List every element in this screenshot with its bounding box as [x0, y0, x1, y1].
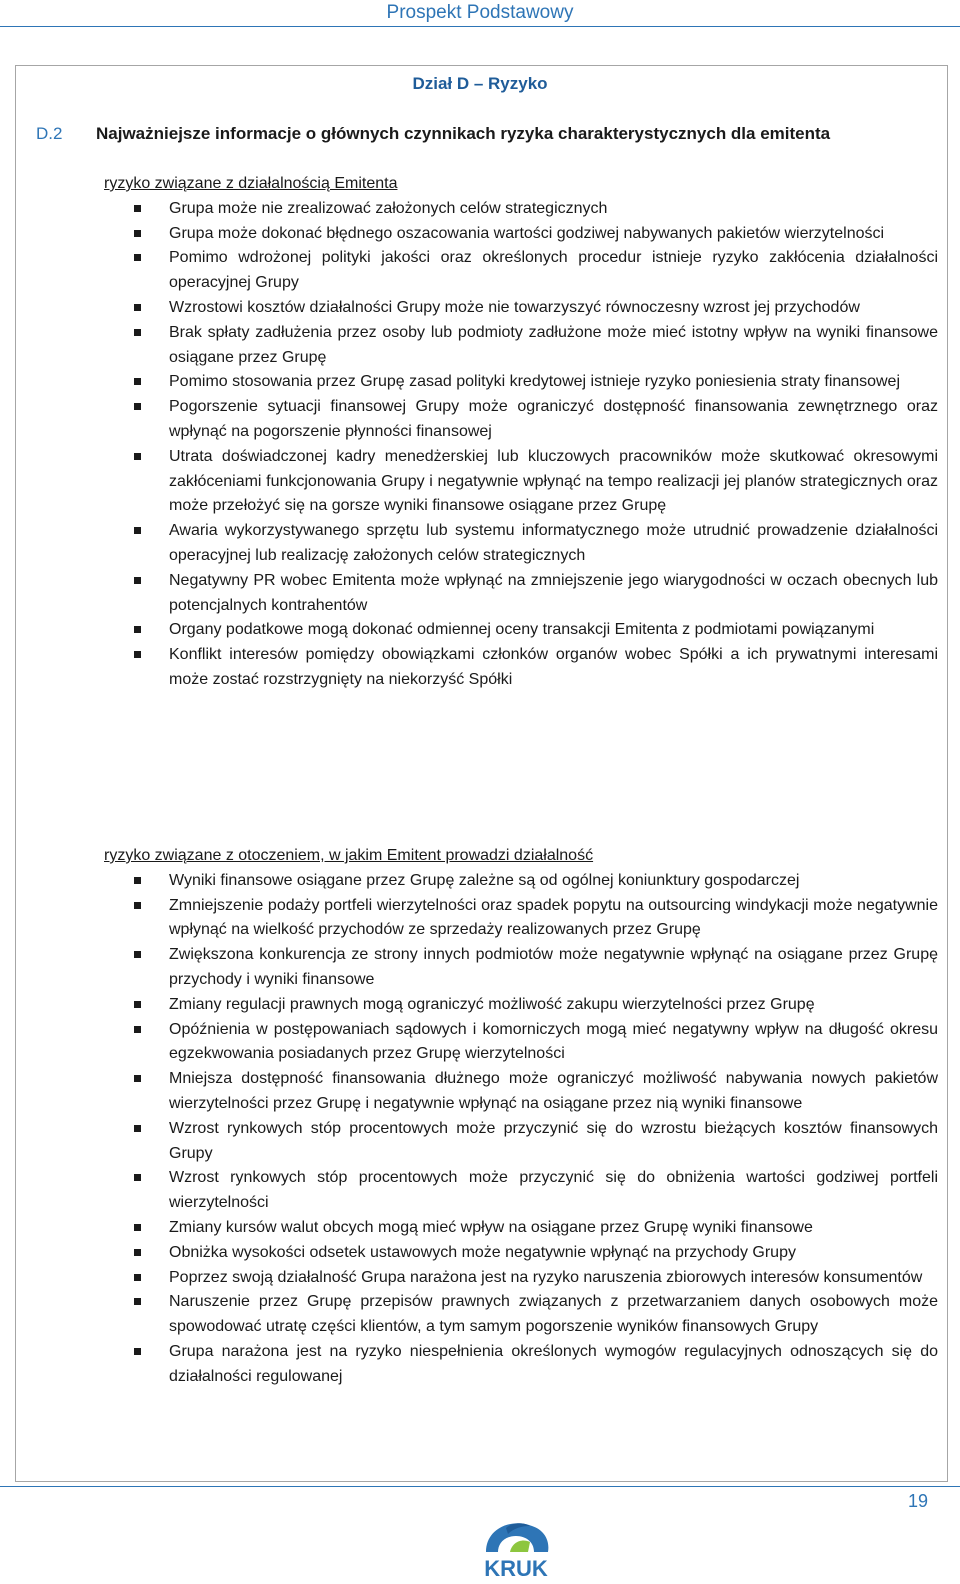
list-item: Wzrost rynkowych stóp procentowych może przyczynić się do obniżenia wartości godziwej portfeli wierzytelności — [104, 1166, 938, 1216]
list-item: Naruszenie przez Grupę przepisów prawnych związanych z przetwarzaniem danych osobowych może spowodować utratę części klientów, a tym samym pogorszenie wyników finansowych Grupy — [104, 1290, 938, 1340]
list-item: Wzrostowi kosztów działalności Grupy może nie towarzyszyć równoczesny wzrost jej przychodów — [104, 296, 938, 321]
list-item: Wzrost rynkowych stóp procentowych może przyczynić się do wzrostu bieżących kosztów finansowych Grupy — [104, 1117, 938, 1167]
list-item: Pogorszenie sytuacji finansowej Grupy może ograniczyć dostępność finansowania zewnętrznego oraz wpłynąć na pogorszenie płynności finansowej — [104, 395, 938, 445]
list-item: Mniejsza dostępność finansowania dłużnego może ograniczyć możliwość nabywania nowych pakietów wierzytelności przez Grupę i negatywnie wpłynąć na osiągane przez nią wyniki finansowe — [104, 1067, 938, 1117]
list-item: Opóźnienia w postępowaniach sądowych i komorniczych mogą mieć negatywny wpływ na długość okresu egzekwowania posiadanych przez Grupę wierzytelności — [104, 1018, 938, 1068]
document-title: Prospekt Podstawowy — [386, 2, 574, 23]
list-item: Wyniki finansowe osiągane przez Grupę zależne są od ogólnej koniunktury gospodarczej — [104, 869, 938, 894]
list-item: Awaria wykorzystywanego sprzętu lub systemu informatycznego może utrudnić prowadzenie działalności operacyjnej lub realizację założonych celów strategicznych — [104, 519, 938, 569]
list-item: Konflikt interesów pomiędzy obowiązkami członków organów wobec Spółki a ich prywatnymi interesami może zostać rozstrzygnięty na niekorzyść Spółki — [104, 643, 938, 693]
logo-text: KRUK — [484, 1556, 548, 1581]
header-divider — [0, 26, 960, 27]
list-item: Zmiany kursów walut obcych mogą mieć wpływ na osiągane przez Grupę wyniki finansowe — [104, 1216, 938, 1241]
list-item: Poprzez swoją działalność Grupa narażona jest na ryzyko naruszenia zbiorowych interesów konsumentów — [104, 1266, 938, 1291]
list-item: Pomimo stosowania przez Grupę zasad polityki kredytowej istnieje ryzyko poniesienia straty finansowej — [104, 370, 938, 395]
kruk-logo-icon — [472, 1512, 560, 1582]
risk-group-environment — [104, 844, 938, 1390]
list-item: Zmiany regulacji prawnych mogą ograniczyć możliwość zakupu wierzytelności przez Grupę — [104, 993, 938, 1018]
risk-group-title: ryzyko związane z otoczeniem, w jakim Emitent prowadzi działalność — [104, 847, 594, 864]
list-item: Grupa może dokonać błędnego oszacowania wartości godziwej nabywanych pakietów wierzytelności — [104, 222, 938, 247]
list-item: Organy podatkowe mogą dokonać odmiennej oceny transakcji Emitenta z podmiotami powiązanymi — [104, 618, 938, 643]
risk-group-operational — [104, 172, 938, 693]
section-title: Dział D – Ryzyko — [412, 74, 548, 93]
risk-list — [104, 869, 938, 1390]
page-number: 19 — [907, 1491, 928, 1511]
footer-divider — [0, 1486, 960, 1487]
list-item: Grupa może nie zrealizować założonych celów strategicznych — [104, 197, 938, 222]
list-item: Zwiększona konkurencja ze strony innych podmiotów może negatywnie wpłynąć na osiągane przez Grupę przychody i wyniki finansowe — [104, 943, 938, 993]
list-item: Grupa narażona jest na ryzyko niespełnienia określonych wymogów regulacyjnych odnoszących się do działalności regulowanej — [104, 1340, 938, 1390]
list-item: Zmniejszenie podaży portfeli wierzytelności oraz spadek popytu na outsourcing windykacji może negatywnie wpłynąć na wielkość przychodów ze sprzedaży realizowanych przez Grupę — [104, 894, 938, 944]
list-item: Pomimo wdrożonej polityki jakości oraz określonych procedur istnieje ryzyko zakłócenia działalności operacyjnej Grupy — [104, 246, 938, 296]
list-item: Negatywny PR wobec Emitenta może wpłynąć na zmniejszenie jego wiarygodności w oczach obecnych lub potencjalnych kontrahentów — [104, 569, 938, 619]
risk-group-title: ryzyko związane z działalnością Emitenta — [104, 175, 398, 192]
section-heading: Najważniejsze informacje o głównych czynnikach ryzyka charakterystycznych dla emitenta — [96, 124, 831, 143]
list-item: Obniżka wysokości odsetek ustawowych może negatywnie wpłynąć na przychody Grupy — [104, 1241, 938, 1266]
list-item: Brak spłaty zadłużenia przez osoby lub podmioty zadłużone może mieć istotny wpływ na wyniki finansowe osiągane przez Grupę — [104, 321, 938, 371]
section-code: D.2 — [36, 124, 63, 143]
list-item: Utrata doświadczonej kadry menedżerskiej lub kluczowych pracowników może skutkować okresowymi zakłóceniami funkcjonowania Grupy i negatywnie wpłynąć na tempo realizacji jej planów strategicznych oraz może przełożyć się na gorsze wyniki finansowe osiągane przez Grupę — [104, 445, 938, 519]
risk-list — [104, 197, 938, 693]
